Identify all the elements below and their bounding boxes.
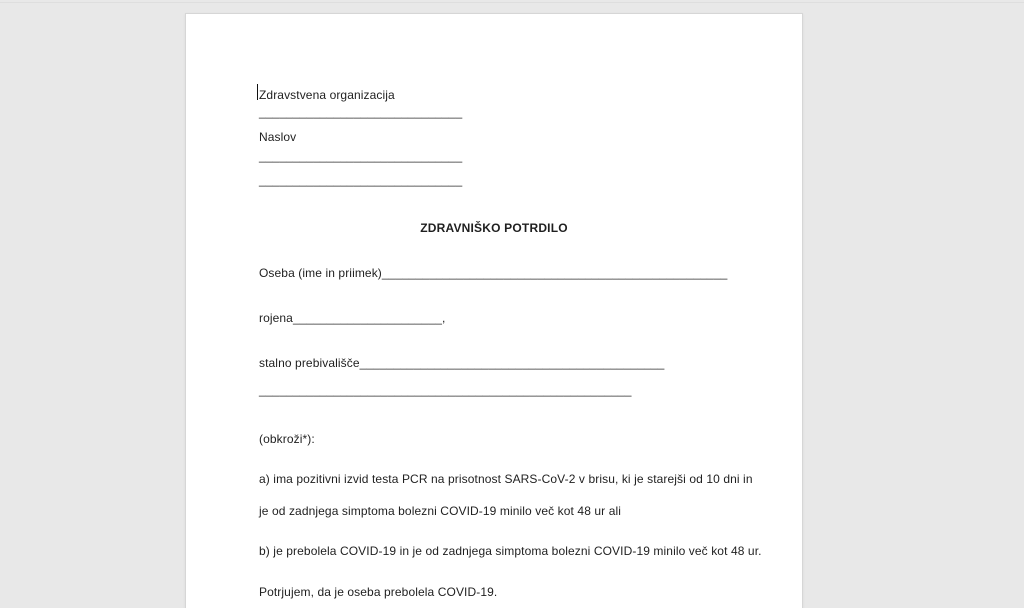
address-label: Naslov — [259, 130, 297, 144]
confirmation-statement: Potrjujem, da je oseba prebolela COVID-19. — [259, 585, 498, 599]
option-b: b) je prebolela COVID-19 in je od zadnjega simptoma bolezni COVID-19 minilo več kot 48 ur. — [259, 544, 762, 558]
person-label: Oseba (ime in priimek) — [259, 266, 382, 280]
residence-label: stalno prebivališče — [259, 356, 360, 370]
person-blank: ___________________________________________________ — [381, 266, 728, 280]
blank-line-org: ______________________________ — [259, 105, 463, 119]
birth-field — [259, 310, 445, 326]
residence-field — [259, 355, 664, 371]
birth-blank: ______________________ — [292, 311, 442, 325]
document-title: ZDRAVNIŠKO POTRDILO — [420, 221, 568, 235]
text-cursor — [257, 84, 258, 100]
blank-line-address-2: ______________________________ — [259, 173, 463, 187]
org-label: Zdravstvena organizacija — [259, 88, 395, 102]
residence-blank: _____________________________________________ — [359, 356, 665, 370]
document-page[interactable] — [185, 13, 803, 608]
circle-instruction: (obkroži*): — [259, 432, 315, 446]
person-field — [259, 265, 727, 281]
blank-line-residence-2: _______________________________________________________ — [259, 383, 632, 397]
option-a-line2: je od zadnjega simptoma bolezni COVID-19 minilo več kot 48 ur ali — [259, 504, 622, 518]
birth-label: rojena — [259, 311, 293, 325]
option-a-line1: a) ima pozitivni izvid testa PCR na prisotnost SARS-CoV-2 v brisu, ki je starejši od 10 dni in — [259, 472, 753, 486]
canvas-top-rule — [0, 2, 1024, 3]
blank-line-address-1: ______________________________ — [259, 149, 463, 163]
birth-comma: , — [442, 311, 446, 325]
